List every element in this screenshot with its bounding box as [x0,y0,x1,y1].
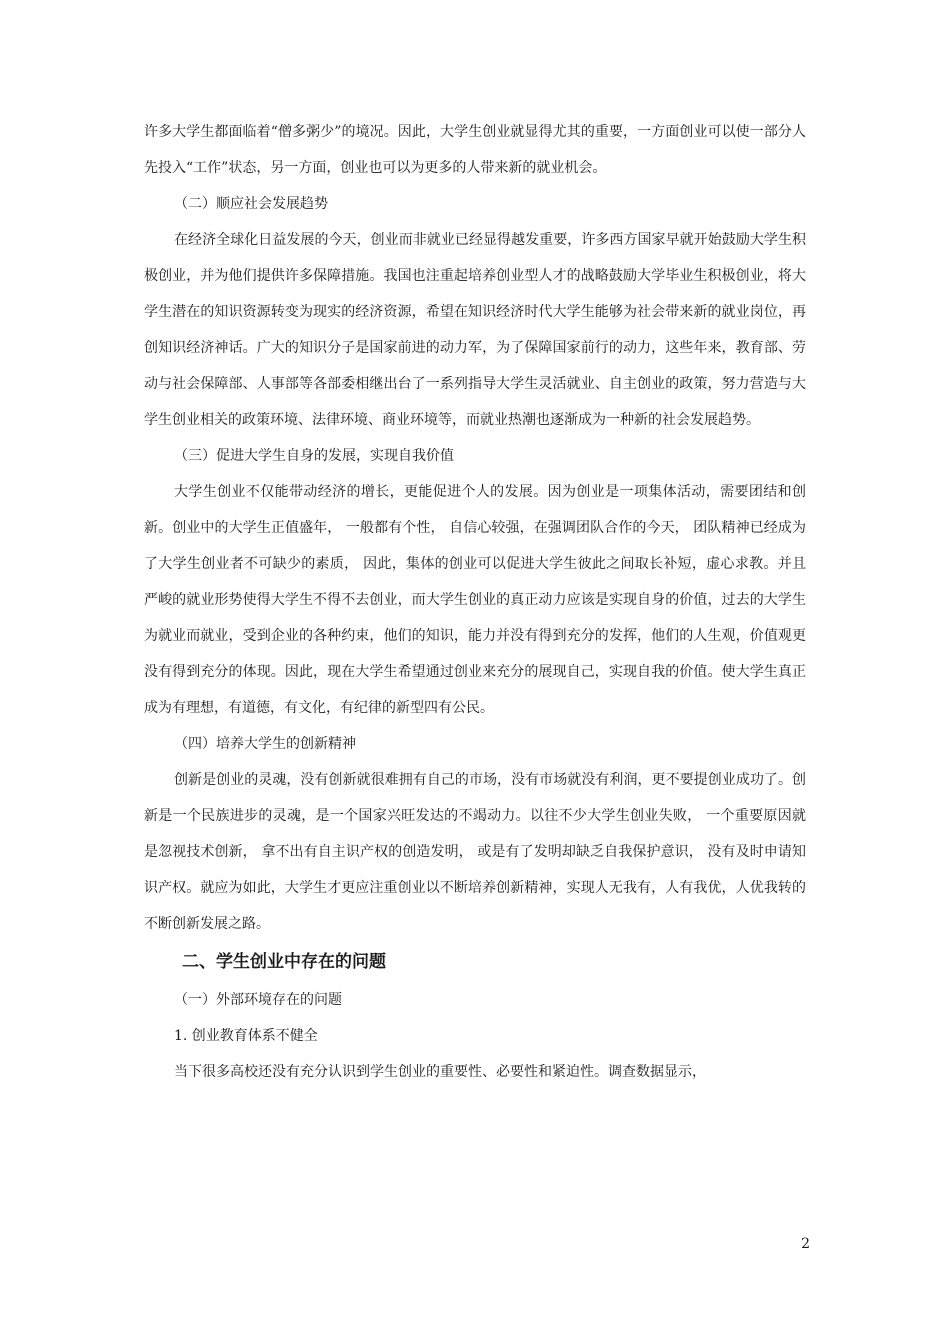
section-subheading: （三）促进大学生自身的发展，实现自我价值 [174,448,454,464]
section-subheading: （一）外部环境存在的问题 [174,992,342,1008]
section-subheading: （四）培养大学生的创新精神 [174,736,356,752]
numbered-subheading: 1. 创业教育体系不健全 [174,1028,318,1044]
paragraph: 许多大学生都面临着“僧多粥少”的境况。因此，大学生创业就显得尤其的重要，一方面创业可以使一部分人先投入“工作”状态，另一方面，创业也可以为更多的人带来新的就业机会。 [144,124,806,176]
document-body [144,114,806,1090]
paragraph: 在经济全球化日益发展的今天，创业而非就业已经显得越发重要，许多西方国家早就开始鼓励大学生积极创业，并为他们提供许多保障措施。我国也注重起培养创业型人才的战略鼓励大学毕业生积极创业，将大学生潜在的知识资源转变为现实的经济资源，希望在知识经济时代大学生能够为社会带来新的就业岗位，再创知识经济神话。广大的知识分子是国家前进的动力军，为了保障国家前行的动力，这些年来，教育部、劳动与社会保障部、人事部等各部委相继出台了一系列指导大学生灵活就业、自主创业的政策，努力营造与大学生创业相关的政策环境、法律环境、商业环境等，而就业热潮也逐渐成为一种新的社会发展趋势。 [144,232,806,428]
page-number: 2 [801,1236,810,1252]
section-heading: 二、学生创业中存在的问题 [182,952,386,972]
paragraph: 大学生创业不仅能带动经济的增长，更能促进个人的发展。因为创业是一项集体活动，需要团结和创新。创业中的大学生正值盛年， 一般都有个性， 自信心较强，在强调团队合作的今天， 团队精神已经成为了大学生创业者不可缺少的素质， 因此，集体的创业可以促进大学生彼此之间取长补短，虚心求教。并且严峻的就业形势使得大学生不得不去创业，而大学生创业的真正动力应该是实现自身的价值，过去的大学生为就业而就业，受到企业的各种约束，他们的知识，能力并没有得到充分的发挥，他们的人生观，价值观更没有得到充分的体现。因此，现在大学生希望通过创业来充分的展现自己，实现自我的价值。使大学生真正成为有理想，有道德，有文化，有纪律的新型四有公民。 [144,484,806,716]
paragraph: 当下很多高校还没有充分认识到学生创业的重要性、必要性和紧迫性。调查数据显示， [174,1064,706,1080]
paragraph: 创新是创业的灵魂，没有创新就很难拥有自己的市场，没有市场就没有利润，更不要提创业成功了。创新是一个民族进步的灵魂，是一个国家兴旺发达的不竭动力。以往不少大学生创业失败， 一个重要原因就是忽视技术创新， 拿不出有自主识产权的创造发明， 或是有了发明却缺乏自我保护意识， 没有及时申请知识产权。就应为如此，大学生才更应注重创业以不断培养创新精神，实现人无我有，人有我优，人优我转的不断创新发展之路。 [144,772,806,932]
section-subheading: （二）顺应社会发展趋势 [174,196,328,212]
